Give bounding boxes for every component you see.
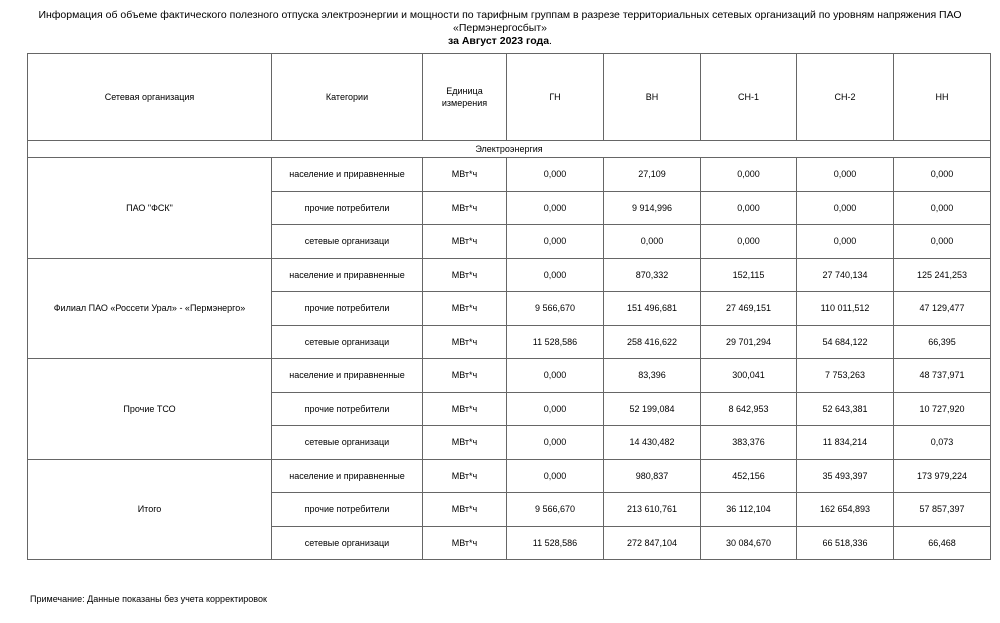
nn-cell: 173 979,224 <box>894 459 991 493</box>
header-nn: НН <box>894 54 991 141</box>
nn-cell: 66,468 <box>894 526 991 560</box>
header-sn2: СН-2 <box>797 54 894 141</box>
unit-cell: МВт*ч <box>423 392 507 426</box>
org-name-cell: Итого <box>28 459 272 560</box>
report-title <box>0 9 1000 48</box>
vn-cell: 980,837 <box>604 459 701 493</box>
header-sn1: СН-1 <box>701 54 797 141</box>
gn-cell: 9 566,670 <box>507 292 604 326</box>
sn1-cell: 383,376 <box>701 426 797 460</box>
sn1-cell: 0,000 <box>701 158 797 192</box>
footnote: Примечание: Данные показаны без учета корректировок <box>30 594 267 604</box>
category-cell: сетевые организаци <box>272 325 423 359</box>
category-cell: прочие потребители <box>272 493 423 527</box>
table-row <box>28 258 991 292</box>
sn1-cell: 0,000 <box>701 225 797 259</box>
sn1-cell: 27 469,151 <box>701 292 797 326</box>
sn2-cell: 0,000 <box>797 191 894 225</box>
vn-cell: 151 496,681 <box>604 292 701 326</box>
nn-cell: 66,395 <box>894 325 991 359</box>
org-name-cell: Филиал ПАО «Россети Урал» - «Пермэнерго» <box>28 258 272 359</box>
report-title-line1: Информация об объеме фактического полезного отпуска электроэнергии и мощности по тарифным группам в разрезе территориальных сетевых организаций по уровням напряжения ПАО «Пермэнергосбыт» <box>38 9 962 34</box>
unit-cell: МВт*ч <box>423 325 507 359</box>
unit-cell: МВт*ч <box>423 292 507 326</box>
header-unit-line1: Единица <box>446 86 483 96</box>
unit-cell: МВт*ч <box>423 493 507 527</box>
table-body <box>28 141 991 560</box>
gn-cell: 0,000 <box>507 359 604 393</box>
gn-cell: 0,000 <box>507 258 604 292</box>
vn-cell: 870,332 <box>604 258 701 292</box>
header-unit-line2: измерения <box>441 98 488 108</box>
vn-cell: 83,396 <box>604 359 701 393</box>
category-cell: сетевые организаци <box>272 426 423 460</box>
header-org: Сетевая организация <box>28 54 272 141</box>
report-title-line2-wrap <box>0 35 1000 48</box>
report-title-line2: за Август 2023 года <box>448 35 550 47</box>
sn2-cell: 162 654,893 <box>797 493 894 527</box>
report-title-line2-suffix: . <box>549 35 552 47</box>
sn2-cell: 110 011,512 <box>797 292 894 326</box>
vn-cell: 52 199,084 <box>604 392 701 426</box>
sn2-cell: 7 753,263 <box>797 359 894 393</box>
header-category: Категории <box>272 54 423 141</box>
sn2-cell: 11 834,214 <box>797 426 894 460</box>
unit-cell: МВт*ч <box>423 225 507 259</box>
sn1-cell: 30 084,670 <box>701 526 797 560</box>
category-cell: прочие потребители <box>272 392 423 426</box>
category-cell: население и приравненные <box>272 459 423 493</box>
vn-cell: 272 847,104 <box>604 526 701 560</box>
org-name-cell: Прочие ТСО <box>28 359 272 460</box>
unit-cell: МВт*ч <box>423 191 507 225</box>
category-cell: прочие потребители <box>272 292 423 326</box>
org-name-cell: ПАО "ФСК" <box>28 158 272 259</box>
sn1-cell: 8 642,953 <box>701 392 797 426</box>
unit-cell: МВт*ч <box>423 426 507 460</box>
sn2-cell: 66 518,336 <box>797 526 894 560</box>
sn1-cell: 300,041 <box>701 359 797 393</box>
report-table <box>27 53 991 560</box>
unit-cell: МВт*ч <box>423 158 507 192</box>
gn-cell: 0,000 <box>507 191 604 225</box>
gn-cell: 0,000 <box>507 225 604 259</box>
sn1-cell: 0,000 <box>701 191 797 225</box>
nn-cell: 0,073 <box>894 426 991 460</box>
category-cell: прочие потребители <box>272 191 423 225</box>
gn-cell: 11 528,586 <box>507 325 604 359</box>
sn2-cell: 0,000 <box>797 225 894 259</box>
sn1-cell: 452,156 <box>701 459 797 493</box>
nn-cell: 47 129,477 <box>894 292 991 326</box>
category-cell: сетевые организаци <box>272 526 423 560</box>
section-label: Электроэнергия <box>28 141 991 158</box>
vn-cell: 0,000 <box>604 225 701 259</box>
vn-cell: 14 430,482 <box>604 426 701 460</box>
category-cell: население и приравненные <box>272 258 423 292</box>
vn-cell: 258 416,622 <box>604 325 701 359</box>
category-cell: население и приравненные <box>272 359 423 393</box>
unit-cell: МВт*ч <box>423 258 507 292</box>
header-gn: ГН <box>507 54 604 141</box>
gn-cell: 0,000 <box>507 158 604 192</box>
sn1-cell: 36 112,104 <box>701 493 797 527</box>
table-row <box>28 359 991 393</box>
sn1-cell: 29 701,294 <box>701 325 797 359</box>
gn-cell: 0,000 <box>507 392 604 426</box>
table-row <box>28 158 991 192</box>
gn-cell: 9 566,670 <box>507 493 604 527</box>
unit-cell: МВт*ч <box>423 526 507 560</box>
header-row <box>28 54 991 141</box>
vn-cell: 27,109 <box>604 158 701 192</box>
gn-cell: 11 528,586 <box>507 526 604 560</box>
nn-cell: 125 241,253 <box>894 258 991 292</box>
category-cell: население и приравненные <box>272 158 423 192</box>
section-row <box>28 141 991 158</box>
vn-cell: 9 914,996 <box>604 191 701 225</box>
gn-cell: 0,000 <box>507 459 604 493</box>
sn2-cell: 0,000 <box>797 158 894 192</box>
nn-cell: 0,000 <box>894 191 991 225</box>
sn2-cell: 35 493,397 <box>797 459 894 493</box>
nn-cell: 57 857,397 <box>894 493 991 527</box>
header-unit <box>423 54 507 141</box>
unit-cell: МВт*ч <box>423 359 507 393</box>
gn-cell: 0,000 <box>507 426 604 460</box>
nn-cell: 48 737,971 <box>894 359 991 393</box>
nn-cell: 10 727,920 <box>894 392 991 426</box>
header-vn: ВН <box>604 54 701 141</box>
table-row <box>28 459 991 493</box>
sn2-cell: 27 740,134 <box>797 258 894 292</box>
sn2-cell: 54 684,122 <box>797 325 894 359</box>
sn1-cell: 152,115 <box>701 258 797 292</box>
nn-cell: 0,000 <box>894 158 991 192</box>
vn-cell: 213 610,761 <box>604 493 701 527</box>
category-cell: сетевые организаци <box>272 225 423 259</box>
unit-cell: МВт*ч <box>423 459 507 493</box>
nn-cell: 0,000 <box>894 225 991 259</box>
sn2-cell: 52 643,381 <box>797 392 894 426</box>
